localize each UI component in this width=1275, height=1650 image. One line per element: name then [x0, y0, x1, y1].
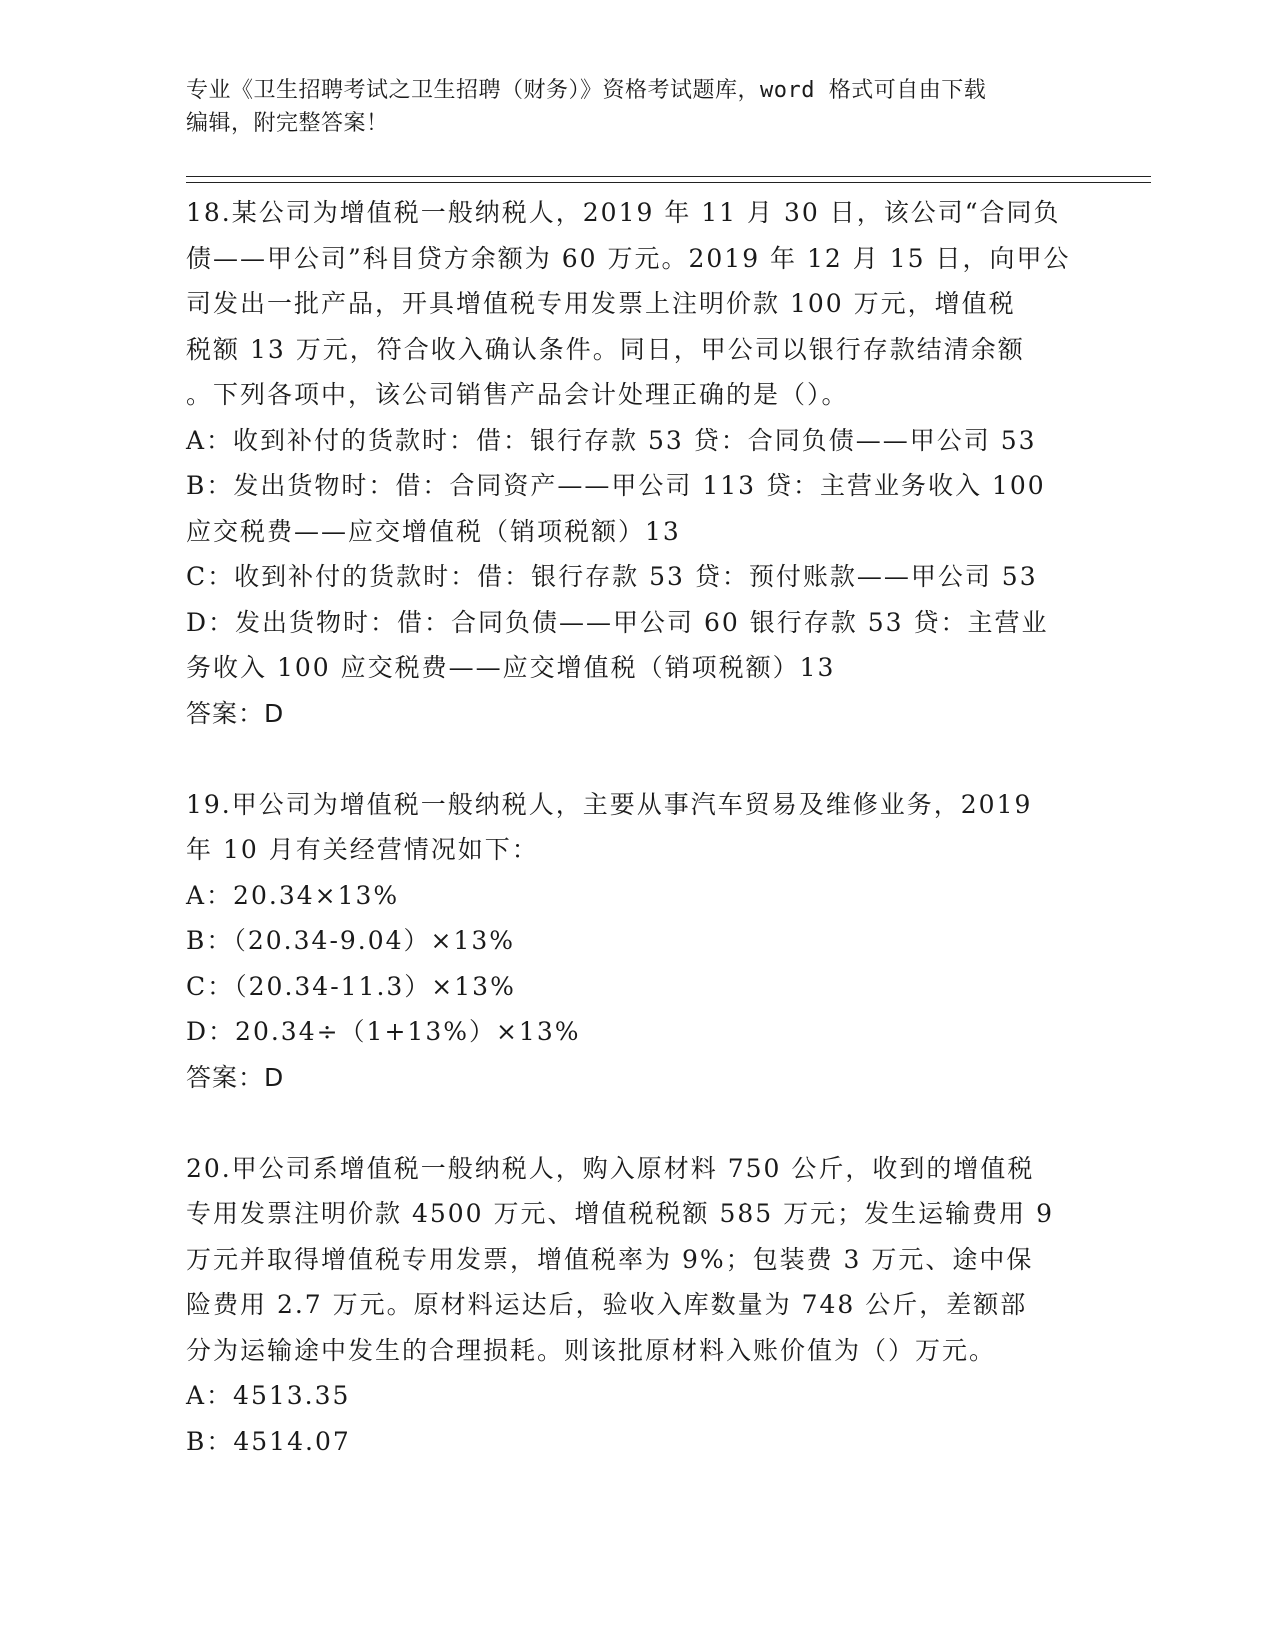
question-20-text-line: 险费用 2.7 万元。原材料运达后，验收入库数量为 748 公斤，差额部 [186, 1290, 1028, 1319]
header-line-2: 编辑，附完整答案！ [186, 111, 389, 136]
question-19-text-line: 19.甲公司为增值税一般纳税人，主要从事汽车贸易及维修业务，2019 [186, 789, 1033, 819]
question-18-answer: 答案：D [186, 698, 285, 728]
question-18-text-line: 债——甲公司”科目贷方余额为 60 万元。2019 年 12 月 15 日，向甲公 [186, 243, 1071, 273]
question-20-text-line: 专用发票注明价款 4500 万元、增值税税额 585 万元；发生运输费用 9 [186, 1199, 1054, 1228]
question-20-text-line: 20.甲公司系增值税一般纳税人，购入原材料 750 公斤，收到的增值税 [186, 1153, 1035, 1183]
question-20-option-a: A：4513.35 [186, 1381, 351, 1410]
question-19-option-b: B：（20.34-9.04）×13% [186, 926, 516, 955]
question-20 [186, 1146, 1086, 1465]
question-18-text-line: 。下列各项中，该公司销售产品会计处理正确的是（）。 [186, 380, 849, 409]
header-divider-bottom [186, 182, 1151, 183]
question-18-text-line: 司发出一批产品，开具增值税专用发票上注明价款 100 万元，增值税 [186, 289, 1016, 318]
question-18 [186, 190, 1086, 736]
question-19-option-c: C：（20.34-11.3）×13% [186, 971, 516, 1001]
document-header [186, 74, 1086, 140]
question-18-option-d: D：发出货物时：借：合同负债——甲公司 60 银行存款 53 贷：主营业 [186, 607, 1049, 637]
question-18-text-line: 18.某公司为增值税一般纳税人，2019 年 11 月 30 日，该公司“合同负 [186, 198, 1061, 227]
question-spacer [186, 736, 1086, 782]
question-list [186, 190, 1086, 1464]
question-20-option-b: B：4514.07 [186, 1426, 351, 1456]
question-20-text-line: 分为运输途中发生的合理损耗。则该批原材料入账价值为（）万元。 [186, 1335, 997, 1365]
question-18-option-a: A：收到补付的货款时：借：银行存款 53 贷：合同负债——甲公司 53 [186, 425, 1037, 455]
question-18-text-line: 税额 13 万元，符合收入确认条件。同日，甲公司以银行存款结清余额 [186, 334, 1025, 364]
question-18-option-c: C：收到补付的货款时：借：银行存款 53 贷：预付账款——甲公司 53 [186, 562, 1038, 591]
question-spacer [186, 1100, 1086, 1146]
question-20-text-line: 万元并取得增值税专用发票，增值税率为 9%；包装费 3 万元、途中保 [186, 1244, 1034, 1274]
question-18-option-b-cont: 应交税费——应交增值税（销项税额）13 [186, 516, 681, 546]
question-19-text-line: 年 10 月有关经营情况如下： [186, 835, 539, 864]
question-19-option-a: A：20.34×13% [186, 880, 400, 910]
question-18-option-b: B：发出货物时：借：合同资产——甲公司 113 贷：主营业务收入 100 [186, 471, 1046, 500]
question-19-answer: 答案：D [186, 1062, 285, 1092]
question-18-option-d-cont: 务收入 100 应交税费——应交增值税（销项税额）13 [186, 653, 836, 682]
question-19-option-d: D：20.34÷（1+13%）×13% [186, 1017, 581, 1046]
question-19 [186, 782, 1086, 1101]
header-line-1: 专业《卫生招聘考试之卫生招聘（财务）》资格考试题库，word 格式可自由下载 [186, 78, 987, 103]
header-divider-top [186, 176, 1151, 177]
